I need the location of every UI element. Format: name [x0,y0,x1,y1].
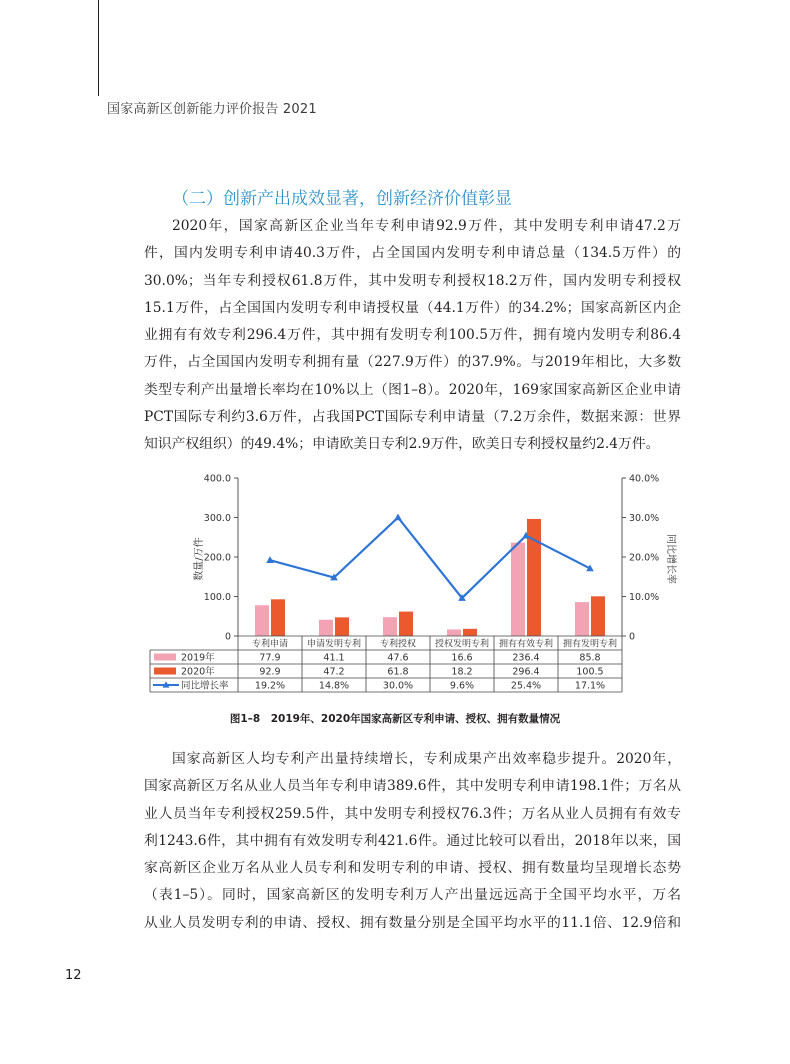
y2-tick-label: 30.0% [629,513,660,524]
legend-swatch [154,654,176,661]
data-label: 41.1 [323,652,345,664]
header-rule [98,0,99,96]
data-label: 9.6% [449,680,475,692]
data-label: 100.5 [576,666,604,678]
y2-tick-label: 20.0% [629,552,660,564]
paragraph-1 [144,213,681,459]
x-tick-label: 拥有发明专利 [562,639,618,650]
y-tick-label: 0 [224,631,231,643]
bar [335,617,349,636]
page-number: 12 [65,968,82,983]
data-label: 236.4 [512,652,540,664]
y-tick-label: 300.0 [203,513,231,524]
paragraph-line: 类型专利产出量增长率均在10%以上（图1–8）。2020年，169家国家高新区企业申请 [144,381,681,398]
bar [383,617,397,636]
paragraph-line: PCT国际专利约3.6万件，占我国PCT国际专利申请量（7.2万余件，数据来源：世界 [144,409,681,426]
legend-label: 2019年 [181,652,215,664]
paragraph-line: 业拥有有效专利296.4万件，其中拥有发明专利100.5万件，拥有境内发明专利86.4 [144,327,681,344]
data-label: 92.9 [259,666,281,678]
data-label: 18.2 [451,666,473,678]
x-tick-label: 申请发明专利 [306,639,362,650]
paragraph-line: 知识产权组织）的49.4%；申请欧美日专利2.9万件，欧美日专利授权量约2.4万件。 [144,436,660,453]
figure-caption: 图1–8 2019年、2020年国家高新区专利申请、授权、拥有数量情况 [229,713,561,725]
bar [575,602,589,636]
legend-swatch [154,668,176,675]
y2-tick-label: 10.0% [629,592,660,603]
data-label: 47.6 [387,652,409,664]
data-label: 85.8 [579,652,601,664]
data-label: 19.2% [254,680,286,692]
data-label: 61.8 [387,666,409,678]
bar [463,629,477,636]
y-tick-label: 200.0 [203,552,231,564]
data-label: 17.1% [574,680,606,692]
paragraph-line: 家高新区企业万名从业人员专利和发明专利的申请、授权、拥有数量均呈现增长态势 [144,860,681,877]
data-label: 16.6 [451,652,473,664]
y-tick-label: 400.0 [203,473,231,485]
growth-rate-line [270,518,590,599]
paragraph-line: （表1–5）。同时，国家高新区的发明专利万人产出量远远高于全国平均水平，万名 [144,887,681,904]
x-tick-label: 拥有有效专利 [498,639,554,650]
paragraph-line: 业人员当年专利授权259.5件，其中发明专利授权76.3件；万名从业人员拥有有效专 [144,805,681,822]
running-header: 国家高新区创新能力评价报告 2021 [107,102,317,117]
data-label: 47.2 [323,666,345,678]
data-label: 296.4 [512,666,540,678]
data-label: 77.9 [259,652,281,664]
y2-tick-label: 40.0% [629,473,660,485]
section-heading: （二）创新产出成效显著，创新经济价值彰显 [172,189,512,209]
data-label: 30.0% [382,680,414,692]
bar [511,543,525,636]
y-tick-label: 100.0 [203,592,231,603]
data-label: 25.4% [510,680,542,692]
legend-label: 同比增长率 [181,680,229,692]
paragraph-line: 2020年，国家高新区企业当年专利申请92.9万件，其中发明专利申请47.2万 [172,218,681,234]
paragraph-line: 利1243.6件，其中拥有有效发明专利421.6件。通过比较可以看出，2018年以来，国 [144,832,681,849]
bar [255,605,269,636]
x-tick-label: 专利授权 [379,639,417,650]
y2-tick-label: 0 [629,631,636,643]
paragraph-line: 国家高新区人均专利产出量持续增长，专利成果产出效率稳步提升。2020年， [172,751,681,767]
bar [447,629,461,636]
y-axis-title: 数量/万件 [194,537,205,581]
line-point [266,556,274,563]
y2-axis-title: 同比增长率 [665,534,676,584]
paragraph-line: 15.1万件，占全国国内发明专利申请授权量（44.1万件）的34.2%；国家高新区内企 [144,299,681,316]
bar [271,599,285,636]
paragraph-2 [144,746,681,937]
line-point [394,514,402,521]
x-tick-label: 专利申请 [251,639,289,650]
paragraph-line: 国家高新区万名从业人员当年专利申请389.6件，其中发明专利申请198.1件；万名从 [144,778,681,795]
patent-chart [150,466,676,706]
bar [399,612,413,636]
legend-label: 2020年 [181,666,215,678]
x-tick-label: 授权发明专利 [434,639,490,650]
bar [319,620,333,636]
paragraph-line: 件，国内发明专利申请40.3万件，占全国国内发明专利申请总量（134.5万件）的 [144,245,681,262]
data-label: 14.8% [318,680,350,692]
paragraph-line: 万件，占全国国内发明专利拥有量（227.9万件）的37.9%。与2019年相比，大多数 [144,354,681,371]
bar [591,596,605,636]
paragraph-line: 从业人员发明专利的申请、授权、拥有数量分别是全国平均水平的11.1倍、12.9倍和 [144,914,681,931]
paragraph-line: 30.0%；当年专利授权61.8万件，其中发明专利授权18.2万件，国内发明专利授权 [144,272,681,289]
